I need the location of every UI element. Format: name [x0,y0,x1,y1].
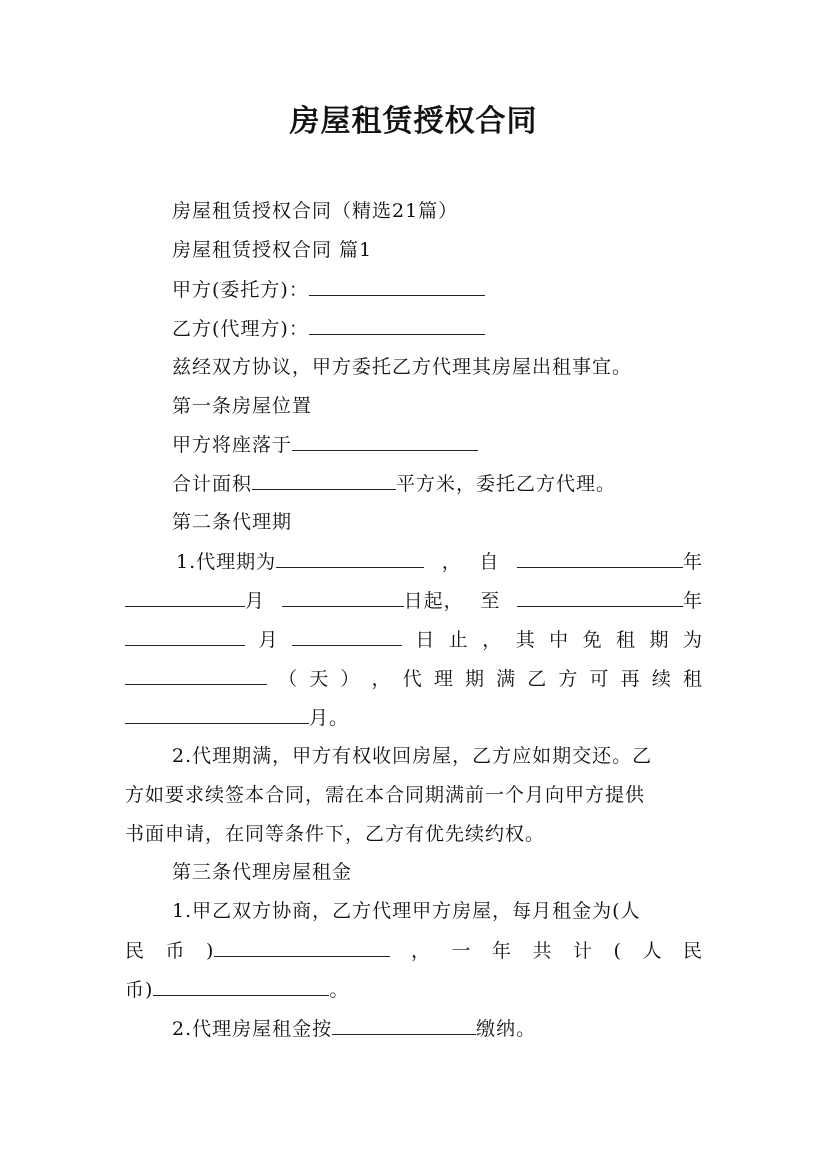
term-prefix: 1.代理期为 [176,547,424,576]
article3-heading: 第三条代理房屋租金 [172,861,353,883]
area-blank[interactable] [252,469,396,490]
term-start-year: 年 [517,547,703,576]
renew-months-blank[interactable] [125,703,309,724]
party-b-label: 乙方(代理方)： [172,318,309,340]
end-month-blank[interactable] [125,625,245,646]
free-char-1: 其 [515,629,536,651]
party-a-line [172,275,703,304]
free-char-3: 免 [582,629,603,651]
annual-rent-blank[interactable] [153,975,329,996]
free-char-4: 租 [616,629,637,651]
rent-char-min: 民 [125,940,146,962]
term-line-5 [125,703,703,732]
term-from: 自 [479,551,500,573]
days-open: （ [278,668,299,690]
location-line [172,430,703,459]
term-start-day: 日起， [282,586,464,615]
term-end-day-2: 止 [448,629,469,651]
term-length-blank[interactable] [276,547,424,568]
renew-char-2: 理 [433,668,454,690]
article1-heading: 第一条房屋位置 [172,395,313,417]
renew-char-8: 再 [620,668,641,690]
term-end-month: 月 [258,629,279,651]
document-title: 房屋租赁授权合同 [289,104,538,139]
term-line-1 [176,547,703,576]
area-suffix: 平方米，委托乙方代理。 [396,473,617,495]
end-year-blank[interactable] [517,586,683,607]
start-year-blank[interactable] [517,547,683,568]
start-month-blank[interactable] [125,586,245,607]
rent-char-yi: 一 [451,940,472,962]
clause2-2-line2: 方如要求续签本合同，需在本合同期满前一个月向甲方提供 [125,784,646,806]
renew-char-5: 乙 [527,668,548,690]
rent-char-ji: 计 [573,940,594,962]
term-start-month: 月 [125,586,265,615]
payment-method-blank[interactable] [332,1014,476,1035]
party-b-line [172,314,703,343]
clause3-1-line3 [125,975,703,1004]
term-month-end: 月。 [309,707,350,729]
term-line-3 [125,625,703,654]
renew-char-9: 续 [651,668,672,690]
term-end-day-1: 日 [415,629,436,651]
rent-char-ren: 人 [642,940,663,962]
rent-char-nian: 年 [491,940,512,962]
clause2-2-line3: 书面申请，在同等条件下，乙方有优先续约权。 [125,823,546,845]
article2-heading: 第二条代理期 [172,511,293,533]
term-to: 至 [480,590,501,612]
rent-char-gong: 共 [532,940,553,962]
payment-suffix: 缴纳。 [476,1018,537,1040]
renew-char-10: 租 [682,668,703,690]
renew-char-7: 可 [589,668,610,690]
rent-char-min2: 民 [682,940,703,962]
area-prefix: 合计面积 [172,473,253,495]
party-a-blank[interactable] [309,275,485,296]
days-close: ） [340,668,361,690]
term-comma: ， [441,551,462,573]
rent-comma: ， [410,940,431,962]
start-day-blank[interactable] [282,586,404,607]
party-a-label: 甲方(委托方)： [172,279,309,301]
renew-char-1: 代 [402,668,423,690]
intro-paragraph: 兹经双方协议，甲方委托乙方代理其房屋出租事宜。 [172,356,633,378]
annual-rent-suffix: 。 [329,979,350,1001]
free-char-5: 期 [649,629,670,651]
term-end-year: 年 [517,586,703,615]
free-char-6: 为 [682,629,703,651]
monthly-rent-blank[interactable] [214,936,390,957]
party-b-blank[interactable] [309,314,485,335]
monthly-rent-field: ) [206,936,390,965]
rent-open-paren: ( [613,940,622,962]
clause3-1-line2 [125,936,703,965]
days-word: 天 [309,668,330,690]
end-day-blank[interactable] [292,625,402,646]
clause3-2-line [172,1014,703,1043]
term-line-2 [125,586,703,615]
term-line-4 [125,664,703,693]
section-heading: 房屋租赁授权合同 篇1 [172,239,373,261]
renew-char-3: 期 [464,668,485,690]
rent-char-bi: 币 [165,940,186,962]
renew-char-4: 满 [496,668,517,690]
location-label: 甲方将座落于 [172,434,293,456]
area-line [172,469,703,498]
days-comma: ， [371,668,392,690]
payment-prefix: 2.代理房屋租金按 [172,1018,333,1040]
clause2-2-line1: 2.代理期满，甲方有权收回房屋，乙方应如期交还。乙 [172,745,653,767]
free-char-2: 中 [549,629,570,651]
clause3-1-line1: 1.甲乙双方协商，乙方代理甲方房屋，每月租金为(人 [172,900,641,922]
free-days-blank[interactable] [125,664,267,685]
document-subtitle: 房屋租赁授权合同（精选21篇） [172,200,459,222]
location-blank[interactable] [292,430,478,451]
annual-rent-prefix: 币) [125,979,154,1001]
renew-char-6: 方 [558,668,579,690]
term-end-day-3: ， [482,629,503,651]
